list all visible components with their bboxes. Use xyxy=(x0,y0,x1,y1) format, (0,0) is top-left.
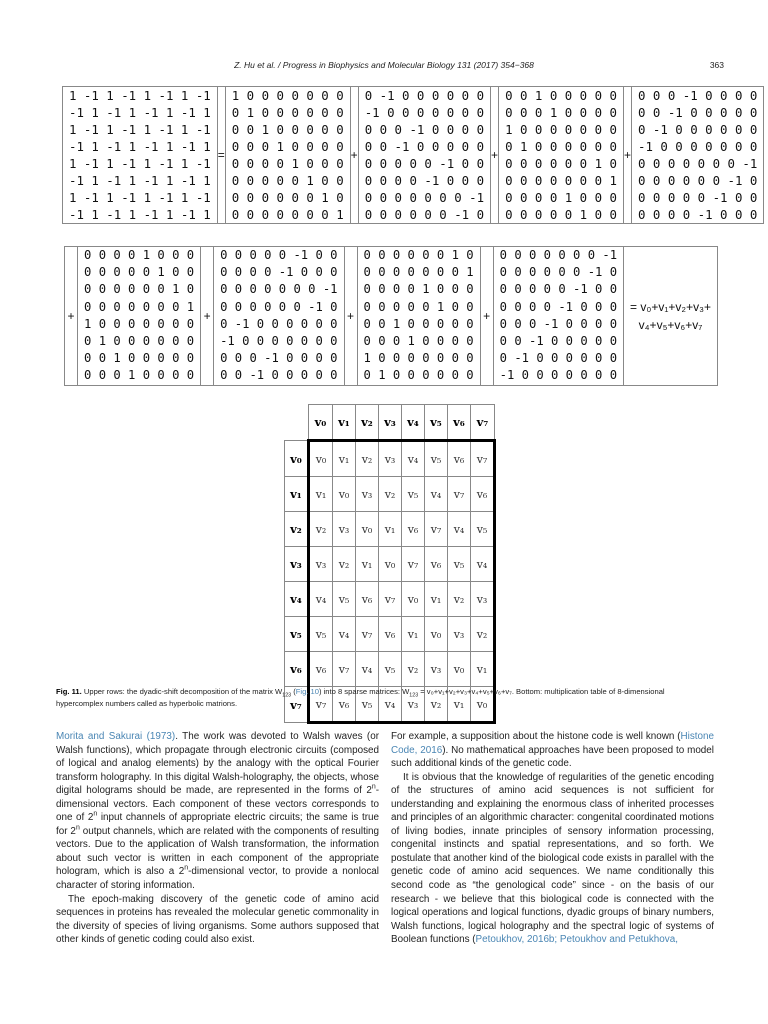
column-header: v₁ xyxy=(333,405,356,441)
matrix-cell xyxy=(78,247,201,386)
table-cell: v₃ xyxy=(333,512,356,547)
row-header: v₂ xyxy=(285,512,309,547)
matrix-row: 0 0 0 0 -1 0 0 0 xyxy=(637,207,758,222)
table-cell: v₇ xyxy=(379,582,402,617)
table-cell: v₄ xyxy=(425,477,448,512)
row-header: v₆ xyxy=(285,652,309,687)
row-header: v₄ xyxy=(285,582,309,617)
matrix-row: 0 0 -1 0 0 0 0 0 xyxy=(364,139,485,154)
table-cell: v₅ xyxy=(402,477,425,512)
matrix-row: 0 0 0 0 1 0 0 0 xyxy=(84,248,195,262)
table-cell: v₁ xyxy=(309,477,333,512)
matrix-row: 0 0 0 -1 0 0 0 0 xyxy=(220,351,338,366)
matrix-row: 1 0 0 0 0 0 0 0 xyxy=(505,122,617,137)
table-cell: v₃ xyxy=(356,477,379,512)
matrix-row: 0 0 1 0 0 0 0 0 xyxy=(505,88,617,103)
matrix-row: 0 0 0 0 0 0 -1 0 xyxy=(637,173,758,188)
table-cell: v₂ xyxy=(309,512,333,547)
row-header: v₇ xyxy=(285,687,309,723)
matrix-row: 0 0 0 0 0 -1 0 0 xyxy=(364,156,485,171)
column-header: v₆ xyxy=(448,405,471,441)
table-cell: v₃ xyxy=(448,617,471,652)
table-cell: v₀ xyxy=(309,441,333,477)
table-cell: v₁ xyxy=(333,441,356,477)
matrix-row: 0 0 -1 0 0 0 0 0 xyxy=(499,334,618,349)
matrix-row: 0 0 0 0 0 0 1 0 xyxy=(363,248,474,262)
column-header: v₂ xyxy=(356,405,379,441)
table-cell: v₅ xyxy=(356,687,379,723)
matrix-cell xyxy=(225,87,350,224)
matrix-cell xyxy=(357,247,480,386)
table-cell: v₅ xyxy=(333,582,356,617)
matrix-row: 0 0 0 0 1 0 0 0 xyxy=(505,190,617,205)
table-cell: v₅ xyxy=(379,652,402,687)
multiplication-table xyxy=(284,404,496,724)
table-cell: v₆ xyxy=(402,512,425,547)
matrix-row: 0 0 0 -1 0 0 0 0 xyxy=(637,88,758,103)
table-cell: v₀ xyxy=(448,652,471,687)
figure-label: Fig. 11. xyxy=(56,687,82,696)
table-cell: v₆ xyxy=(448,441,471,477)
matrix-row: 0 0 0 0 0 -1 0 0 xyxy=(220,248,338,262)
matrix-row: 0 0 0 1 0 0 0 0 xyxy=(84,368,195,383)
matrix-row: 0 0 0 0 0 1 0 0 xyxy=(363,299,474,314)
table-cell: v₆ xyxy=(309,652,333,687)
operator-sign: + xyxy=(344,247,357,386)
table-cell: v₆ xyxy=(333,687,356,723)
figure-caption: Fig. 11. Upper rows: the dyadic-shift decomposition of the matrix $W_{123}$ (Fig. 10) into 8 sparse matrices: $W_{123} = v_0+v_1+v_2+v_3+v_4+v_5+v_6+v_7$. Bottom: multiplication table of 8-dimensional hypercomplex numbers called as hyperbolic matrions. xyxy=(56,687,665,708)
table-cell: v₆ xyxy=(425,547,448,582)
matrix-row: 0 0 1 0 0 0 0 0 xyxy=(231,122,344,137)
table-cell: v₀ xyxy=(425,617,448,652)
sum-line: v₄+v₅+v₆+v₇ xyxy=(638,317,703,332)
matrix-row: 1 -1 1 -1 1 -1 1 -1 xyxy=(69,190,211,205)
matrix-row: 0 0 0 0 -1 0 0 0 xyxy=(364,173,485,188)
matrix-row: 0 0 0 0 -1 0 0 0 xyxy=(220,265,338,280)
matrix-row: 0 0 -1 0 0 0 0 0 xyxy=(220,368,338,383)
row-header: v₀ xyxy=(285,441,309,477)
figure-ref-link[interactable]: Fig. 10 xyxy=(295,687,319,696)
matrix-row: 0 1 0 0 0 0 0 0 xyxy=(363,368,474,383)
matrix-row: 0 0 0 0 0 0 0 -1 xyxy=(637,156,758,171)
matrix-cell xyxy=(63,87,218,224)
table-cell: v₂ xyxy=(379,477,402,512)
table-row xyxy=(285,512,495,547)
matrix-row: 0 1 0 0 0 0 0 0 xyxy=(84,334,195,349)
table-cell: v₀ xyxy=(356,512,379,547)
sum-result xyxy=(624,247,718,386)
table-cell: v₇ xyxy=(333,652,356,687)
table-row xyxy=(285,547,495,582)
table-cell: v₆ xyxy=(471,477,495,512)
table-cell: v₂ xyxy=(333,547,356,582)
matrix-row: 0 1 0 0 0 0 0 0 xyxy=(505,139,617,154)
operator-sign: + xyxy=(491,87,499,224)
matrix-row: 0 0 0 0 0 1 0 0 xyxy=(505,207,617,222)
matrix-row: -1 1 -1 1 -1 1 -1 1 xyxy=(69,139,211,154)
matrix-row: 0 0 0 1 0 0 0 0 xyxy=(363,334,474,349)
matrix-row: 0 1 0 0 0 0 0 0 xyxy=(231,105,344,120)
citation-link[interactable]: Histone Code, 2016 xyxy=(391,731,714,756)
left-column xyxy=(56,730,379,947)
column-header: v₄ xyxy=(402,405,425,441)
table-cell: v₁ xyxy=(402,617,425,652)
table-cell: v₅ xyxy=(471,512,495,547)
table-cell: v₂ xyxy=(471,617,495,652)
row-header: v₁ xyxy=(285,477,309,512)
table-cell: v₂ xyxy=(425,687,448,723)
matrix-row: 1 0 0 0 0 0 0 0 xyxy=(363,351,474,366)
table-cell: v₃ xyxy=(471,582,495,617)
matrix-row: -1 0 0 0 0 0 0 0 xyxy=(637,139,758,154)
matrix-row: 0 0 0 0 0 -1 0 0 xyxy=(499,282,618,297)
matrix-row: 0 0 0 1 0 0 0 0 xyxy=(231,139,344,154)
matrix-row: 0 0 0 0 0 1 0 0 xyxy=(231,173,344,188)
matrix-row: -1 0 0 0 0 0 0 0 xyxy=(499,368,618,383)
column-header: v₃ xyxy=(379,405,402,441)
table-cell: v₇ xyxy=(356,617,379,652)
citation-link[interactable]: Morita and Sakurai (1973) xyxy=(56,731,176,742)
sum-line: = v₀+v₁+v₂+v₃+ xyxy=(630,299,711,314)
matrix-row: 0 0 0 0 0 0 0 -1 xyxy=(499,248,618,262)
table-row xyxy=(285,582,495,617)
table-cell: v₃ xyxy=(309,547,333,582)
matrix-cell xyxy=(499,87,624,224)
operator-sign: = xyxy=(217,87,225,224)
matrix-row: 0 0 0 0 0 0 0 -1 xyxy=(220,282,338,297)
table-cell: v₁ xyxy=(425,582,448,617)
table-cell: v₆ xyxy=(379,617,402,652)
matrix-row: 0 0 0 0 0 0 -1 0 xyxy=(499,265,618,280)
matrix-row: 0 -1 0 0 0 0 0 0 xyxy=(637,122,758,137)
table-cell: v₃ xyxy=(425,652,448,687)
matrix-row: -1 0 0 0 0 0 0 0 xyxy=(364,105,485,120)
operator-sign: + xyxy=(623,87,631,224)
paragraph: It is obvious that the knowledge of regularities of the genetic encoding of the structures of amino acid sequences is not sufficient for understanding and explaining the enormous class of inherited processes and principles of an algorithmic character: congenital coordinated motions of living bodies, innate principles of sensory information processing, congenital instincts and spatial representations, and so forth. We postulate that another kind of the biological code exists in parallel with the genetic code of amino acid sequences. We name conditionally this second code as “the genological code” since - on the basis of our research - we believe that this biological code is connected with the logical operations and logical functions, dyadic groups of binary numbers, Walsh functions, logical holography and the spectral logic of systems of Boolean functions (Petoukhov, 2016b; Petoukhov and Petukhova, xyxy=(391,771,714,946)
matrix-row: 0 0 0 0 0 0 0 1 xyxy=(84,299,195,314)
matrix-row: 0 0 0 0 -1 0 0 0 xyxy=(499,299,618,314)
table-cell: v₁ xyxy=(379,512,402,547)
matrix-row: 0 0 0 0 0 0 -1 0 xyxy=(364,207,485,222)
matrix-row: 1 -1 1 -1 1 -1 1 -1 xyxy=(69,88,211,103)
row-header: v₅ xyxy=(285,617,309,652)
matrix-row: 0 0 0 1 0 0 0 0 xyxy=(505,105,617,120)
table-cell: v₀ xyxy=(402,582,425,617)
row-header: v₃ xyxy=(285,547,309,582)
matrix-row: -1 1 -1 1 -1 1 -1 1 xyxy=(69,207,211,222)
operator-sign: + xyxy=(480,247,493,386)
table-cell: v₁ xyxy=(471,652,495,687)
matrix-row: 0 0 0 0 0 0 0 1 xyxy=(363,265,474,280)
matrix-row: 0 0 0 -1 0 0 0 0 xyxy=(499,316,618,331)
table-cell: v₁ xyxy=(448,687,471,723)
page-number: 363 xyxy=(709,60,724,70)
table-cell: v₀ xyxy=(379,547,402,582)
matrix-row: 0 -1 0 0 0 0 0 0 xyxy=(499,351,618,366)
table-cell: v₃ xyxy=(379,441,402,477)
matrix-row: 1 -1 1 -1 1 -1 1 -1 xyxy=(69,156,211,171)
matrix-row: 0 0 0 0 0 0 1 0 xyxy=(231,190,344,205)
matrix-row: -1 0 0 0 0 0 0 0 xyxy=(220,334,338,349)
table-cell: v₂ xyxy=(448,582,471,617)
table-cell: v₇ xyxy=(309,687,333,723)
bottom-decomposition-table xyxy=(64,246,718,386)
matrix-row: 0 0 0 0 0 0 0 1 xyxy=(505,173,617,188)
paragraph: Morita and Sakurai (1973). The work was devoted to Walsh waves (or Walsh functions), which propagate through electronic circuits (composed of logical and analog elements) by the analogy with the optical Fourier transform holography. In this digital Walsh-holography, the objects, whose digital holograms should be made, are represented in the forms of 2$^n$-dimensional vectors. Each component of these vectors corresponds to one of 2$^n$ input channels of appropriate electric circuits; the same is true for 2$^n$ output channels, which are related with the components of resulting vectors. Due to the application of Walsh transformation, the information about such vector is written in each component of the appropriate hologram, which is also a 2$^n$-dimensional vector, to provide a nonlocal character of storing information. xyxy=(56,731,379,892)
matrix-row: 0 0 0 0 0 -1 0 0 xyxy=(637,190,758,205)
table-cell: v₄ xyxy=(379,687,402,723)
table-cell: v₂ xyxy=(402,652,425,687)
matrix-cell xyxy=(214,247,344,386)
table-cell: v₄ xyxy=(471,547,495,582)
matrix-row: 0 0 0 0 0 0 1 0 xyxy=(84,282,195,297)
matrix-row: 0 0 0 0 0 0 1 0 xyxy=(505,156,617,171)
matrix-row: 0 0 0 0 0 0 0 -1 xyxy=(364,190,485,205)
table-row xyxy=(285,652,495,687)
table-cell: v₆ xyxy=(356,582,379,617)
table-cell: v₄ xyxy=(448,512,471,547)
matrix-row: 0 0 0 0 0 0 0 1 xyxy=(231,207,344,222)
matrix-row: 0 0 1 0 0 0 0 0 xyxy=(84,351,195,366)
matrix-row: 1 0 0 0 0 0 0 0 xyxy=(231,88,344,103)
journal-citation: Z. Hu et al. / Progress in Biophysics and Molecular Biology 131 (2017) 354−368 xyxy=(234,60,534,70)
matrix-row: -1 1 -1 1 -1 1 -1 1 xyxy=(69,173,211,188)
matrix-row: 0 0 1 0 0 0 0 0 xyxy=(363,316,474,331)
table-cell: v₄ xyxy=(309,582,333,617)
matrix-row: 0 0 0 0 1 0 0 0 xyxy=(363,282,474,297)
table-cell: v₅ xyxy=(309,617,333,652)
table-cell: v₀ xyxy=(471,687,495,723)
matrix-row: 0 0 0 0 0 0 -1 0 xyxy=(220,299,338,314)
paragraph: For example, a supposition about the histone code is well known (Histone Code, 2016). No mathematical approaches have been proposed to model such additional kinds of the genetic code. xyxy=(391,731,714,770)
operator-sign: + xyxy=(350,87,358,224)
operator-sign: + xyxy=(65,247,78,386)
matrix-row: 0 0 -1 0 0 0 0 0 xyxy=(637,105,758,120)
table-cell: v₄ xyxy=(356,652,379,687)
matrix-row: 0 0 0 -1 0 0 0 0 xyxy=(364,122,485,137)
matrix-cell xyxy=(358,87,490,224)
table-cell: v₇ xyxy=(425,512,448,547)
table-cell: v₁ xyxy=(356,547,379,582)
matrix-row: 0 -1 0 0 0 0 0 0 xyxy=(364,88,485,103)
table-corner xyxy=(285,405,309,441)
matrix-row: -1 1 -1 1 -1 1 -1 1 xyxy=(69,105,211,120)
table-cell: v₄ xyxy=(402,441,425,477)
column-header: v₅ xyxy=(425,405,448,441)
matrix-row: 0 -1 0 0 0 0 0 0 xyxy=(220,316,338,331)
table-cell: v₅ xyxy=(448,547,471,582)
table-cell: v₅ xyxy=(425,441,448,477)
matrix-row: 1 -1 1 -1 1 -1 1 -1 xyxy=(69,122,211,137)
matrix-cell xyxy=(493,247,623,386)
column-header: v₇ xyxy=(471,405,495,441)
table-cell: v₇ xyxy=(448,477,471,512)
table-cell: v₂ xyxy=(356,441,379,477)
right-column xyxy=(391,730,714,947)
table-cell: v₀ xyxy=(333,477,356,512)
column-header: v₀ xyxy=(309,405,333,441)
operator-sign: + xyxy=(201,247,214,386)
table-cell: v₃ xyxy=(402,687,425,723)
table-cell: v₇ xyxy=(471,441,495,477)
table-row xyxy=(285,617,495,652)
paragraph: The epoch-making discovery of the genetic code of amino acid sequences in proteins has revealed the molecular genetic commonality in the diversity of species of living organisms. Some authors supposed that other kinds of genetic coding could also exist. xyxy=(56,893,379,946)
matrix-row: 0 0 0 0 0 1 0 0 xyxy=(84,265,195,280)
table-cell: v₄ xyxy=(333,617,356,652)
matrix-row: 1 0 0 0 0 0 0 0 xyxy=(84,316,195,331)
citation-link[interactable]: Petoukhov, 2016b; Petoukhov and Petukhova, xyxy=(475,934,678,946)
matrix-row: 0 0 0 0 1 0 0 0 xyxy=(231,156,344,171)
top-decomposition-table xyxy=(62,86,764,224)
table-row xyxy=(285,477,495,512)
table-row xyxy=(285,441,495,477)
matrix-cell xyxy=(631,87,763,224)
running-header xyxy=(0,60,768,76)
table-cell: v₇ xyxy=(402,547,425,582)
